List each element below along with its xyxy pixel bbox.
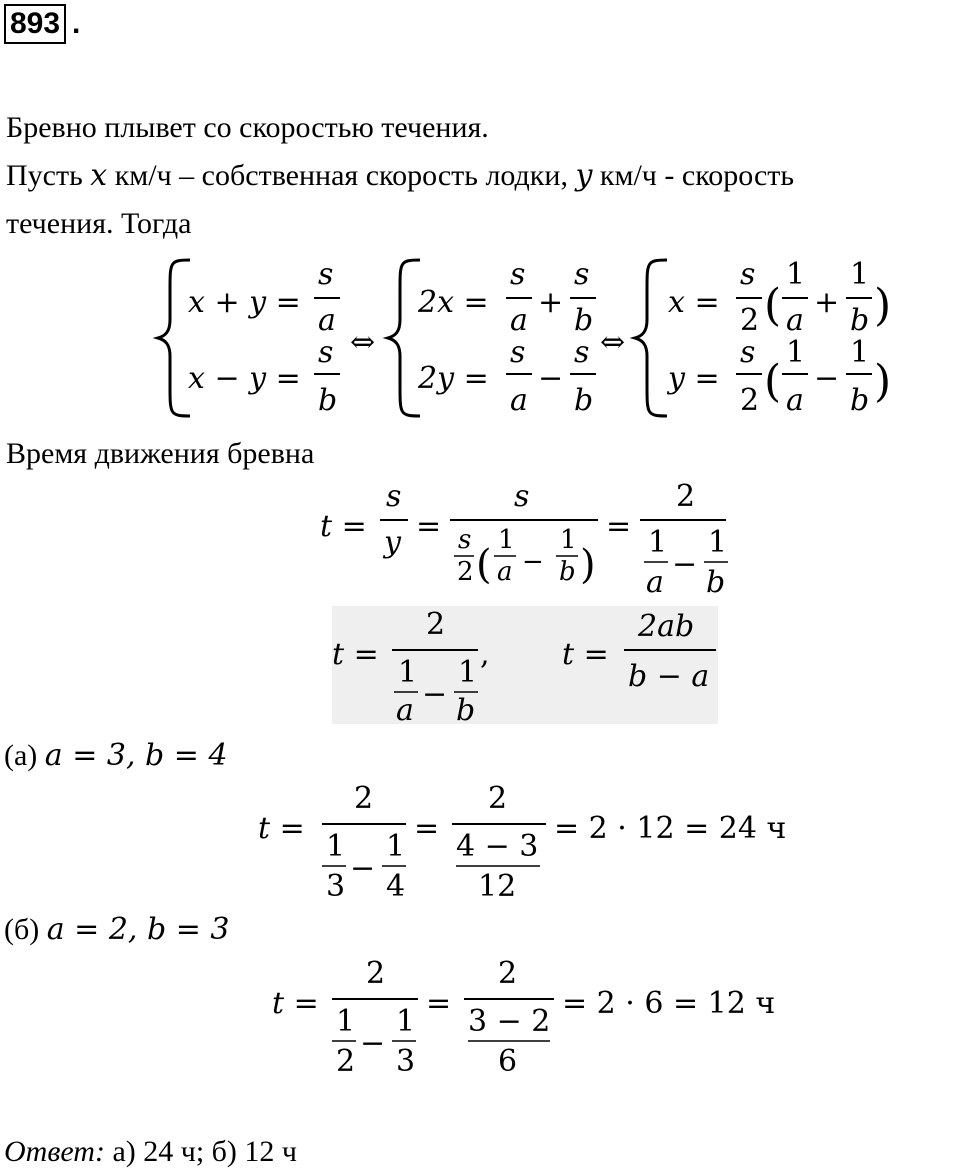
td-1c: 1 [648,525,668,560]
cb-minus: − [360,1026,386,1061]
let-line-2: течения. Тогда [6,207,192,240]
td-2b: 2 [676,480,696,514]
cb-result: = 2 · 6 = 12 ч [562,986,776,1021]
rb-b-a: b − a [628,659,710,694]
rb-a: a [396,693,414,724]
ca-minus: − [350,851,376,886]
equiv-1: ⇔ [350,325,376,360]
cb-diff: 3 − 2 [468,1004,551,1039]
td-1a: 1 [498,525,515,555]
brace-2 [388,260,420,416]
s3-eq2-one1: 1 [786,335,806,370]
case-b-line [4,912,230,948]
cb-2: 2 [366,956,386,991]
s3-eq1-lparen: ( [764,280,782,331]
cb-1a: 1 [336,1004,356,1039]
time-label: Время движения бревна [6,437,315,470]
time-derivation [0,480,960,605]
td-y: y [384,525,401,560]
td-minus: − [522,547,544,577]
td-s3: s [458,525,472,555]
s1-eq2-den: b [318,383,338,418]
rb-t1: t = [332,637,379,672]
ca-1a: 1 [326,829,346,864]
cb-1b: 1 [396,1004,416,1039]
s2-minus: − [538,361,564,396]
equation-systems [0,250,960,425]
ca-4: 4 [386,869,406,904]
s3-eq2-b: b [850,383,870,418]
t-eq-1: t = [320,509,367,544]
s2-eq1-n2: s [574,257,590,292]
equiv-2: ⇔ [600,325,626,360]
brace-3 [635,260,667,416]
s2-plus: + [538,285,564,320]
ca-2b: 2 [488,781,508,816]
result-formulas [332,606,718,724]
s3-eq1-a: a [786,303,804,338]
case-b-label: (б) [4,913,40,946]
ca-result: = 2 · 12 = 24 ч [554,811,787,846]
case-b-values: a = 2, b = 3 [46,912,230,947]
brace-1 [158,260,190,416]
s2-eq1-d2: b [574,303,594,338]
s2-eq2-d1: a [510,383,528,418]
cb-eq: = [426,986,452,1021]
td-a: a [497,557,513,587]
s3-plus: + [814,285,840,320]
td-eq1: = [416,509,442,544]
case-a-line [4,738,228,774]
s3-eq1-s: s [740,257,756,292]
rb-minus: − [422,677,448,712]
td-b: b [559,557,576,587]
s1-eq1: x + y = [188,285,301,320]
s3-eq2-s: s [740,335,756,370]
let-mid: км/ч – собственная скорость лодки, [114,159,568,192]
s3-eq2-one2: 1 [850,335,870,370]
td-a2: a [646,565,664,600]
rb-2ab: 2ab [638,609,695,644]
s3-eq1: x = [668,285,720,320]
let-var-y: y [575,158,593,193]
rb-t2: t = [562,637,609,672]
ca-diff: 4 − 3 [456,829,539,864]
rb-1a: 1 [398,655,418,690]
td-eq2: = [606,509,632,544]
ca-2: 2 [354,781,374,816]
let-end: км/ч - скорость [599,159,795,192]
answer-text: а) 24 ч; б) 12 ч [112,1135,298,1168]
s3-eq2-2: 2 [740,383,760,418]
td-minus2: − [672,547,698,582]
s1-eq2-num: s [318,335,334,370]
td-1d: 1 [708,525,728,560]
ca-t: t = [258,811,305,846]
td-lparen: ( [476,542,492,588]
cb-3d: 3 [396,1044,416,1079]
td-b2: b [706,565,726,600]
case-a-values: a = 3, b = 4 [44,738,228,773]
rb-b: b [456,693,476,724]
s1-eq2: x − y = [188,361,301,396]
s2-eq2: 2y = [418,361,489,396]
s2-eq1: 2x = [418,285,489,320]
s2-eq2-n2: s [574,335,590,370]
s3-eq2-lparen: ( [764,356,782,407]
case-b-formula [0,955,960,1085]
case-a-label: (а) [4,739,38,772]
s2-eq1-n1: s [510,257,526,292]
td-2: 2 [457,557,474,587]
rb-1b: 1 [458,655,478,690]
cb-t: t = [272,986,319,1021]
answer-line [4,1134,297,1170]
s2-eq2-n1: s [510,335,526,370]
ca-3: 3 [326,869,346,904]
td-s: s [386,480,402,514]
intro-line: Бревно плывет со скоростью течения. [6,111,489,144]
td-s2: s [514,480,530,514]
s3-eq1-one1: 1 [786,257,806,292]
cb-2b: 2 [498,956,518,991]
s3-eq2: y = [668,361,720,396]
s3-eq1-one2: 1 [850,257,870,292]
cb-2d: 2 [336,1044,356,1079]
s3-eq2-rparen: ) [874,356,892,407]
rb-comma: , [480,637,490,672]
case-a-formula [0,780,960,910]
s1-eq1-num: s [318,257,334,292]
let-var-x: x [90,158,108,193]
let-prefix: Пусть [6,159,83,192]
s3-eq1-rparen: ) [874,280,892,331]
problem-number-dot: . [72,7,81,40]
let-line [6,158,794,194]
s3-minus: − [814,361,840,396]
td-1b: 1 [560,525,577,555]
ca-eq: = [414,811,440,846]
ca-12: 12 [478,869,517,904]
answer-label: Ответ: [4,1135,105,1168]
cb-6: 6 [498,1044,518,1079]
ca-1b: 1 [386,829,406,864]
td-rparen: ) [580,542,596,588]
rb-2: 2 [426,607,446,642]
s2-eq2-d2: b [574,383,594,418]
s3-eq1-2: 2 [740,303,760,338]
s1-eq1-den: a [318,303,336,338]
s3-eq2-a: a [786,383,804,418]
problem-number: 893 [4,4,66,44]
s2-eq1-d1: a [510,303,528,338]
s3-eq1-b: b [850,303,870,338]
